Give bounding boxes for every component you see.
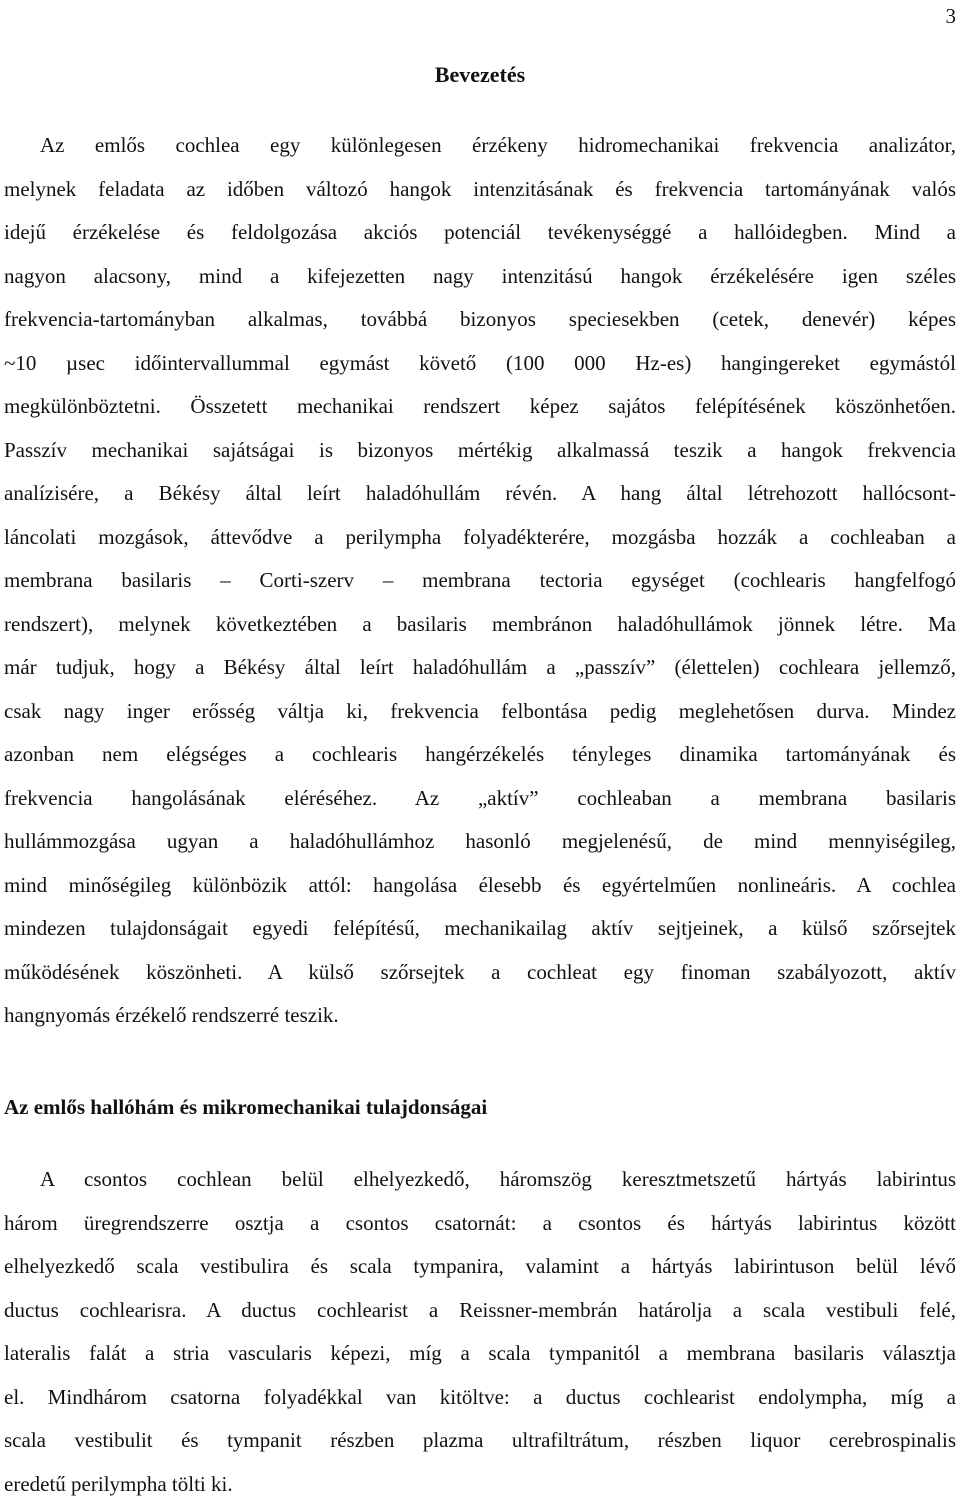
text-line: nagyon alacsony, mind a kifejezetten nagy intenzitású hangok érzékelésére igen széles xyxy=(4,255,956,299)
text-line: Az emlős cochlea egy különlegesen érzékeny hidromechanikai frekvencia analizátor, xyxy=(4,124,956,168)
text-line: három üregrendszerre osztja a csontos csatornát: a csontos és hártyás labirintus között xyxy=(4,1202,956,1246)
intro-paragraph xyxy=(4,124,956,1038)
text-line: frekvencia-tartományban alkalmas, továbbá bizonyos speciesekben (cetek, denevér) képes xyxy=(4,298,956,342)
text-line: eredetű perilympha tölti ki. xyxy=(4,1463,956,1506)
text-line: mindezen tulajdonságait egyedi felépítésű, mechanikailag aktív sejtjeinek, a külső szőrsejtek xyxy=(4,907,956,951)
text-line: ~10 µsec időintervallummal egymást követő (100 000 Hz-es) hangingereket egymástól xyxy=(4,342,956,386)
text-line: Passzív mechanikai sajátságai is bizonyos mértékig alkalmassá teszik a hangok frekvencia xyxy=(4,429,956,473)
text-line: lateralis falát a stria vascularis képezi, míg a scala tympanitól a membrana basilaris választja xyxy=(4,1332,956,1376)
page-title: Bevezetés xyxy=(0,62,960,88)
page-number: 3 xyxy=(946,4,957,28)
text-line: A csontos cochlean belül elhelyezkedő, háromszög keresztmetszetű hártyás labirintus xyxy=(4,1158,956,1202)
section-paragraph xyxy=(4,1158,956,1506)
text-line: melynek feladata az időben változó hangok intenzitásának és frekvencia tartományának valós xyxy=(4,168,956,212)
text-line: ductus cochlearisra. A ductus cochlearist a Reissner-membrán határolja a scala vestibuli felé, xyxy=(4,1289,956,1333)
text-line: csak nagy inger erősség váltja ki, frekvencia felbontása pedig meglehetősen durva. Mindez xyxy=(4,690,956,734)
text-line: frekvencia hangolásának eléréséhez. Az „aktív” cochleaban a membrana basilaris xyxy=(4,777,956,821)
text-line: már tudjuk, hogy a Békésy által leírt haladóhullám a „passzív” (élettelen) cochleara jellemző, xyxy=(4,646,956,690)
text-line: megkülönböztetni. Összetett mechanikai rendszert képez sajátos felépítésének köszönhetően. xyxy=(4,385,956,429)
text-line: elhelyezkedő scala vestibulira és scala tympanira, valamint a hártyás labirintuson belül lévő xyxy=(4,1245,956,1289)
text-line: scala vestibulit és tympanit részben plazma ultrafiltrátum, részben liquor cerebrospinalis xyxy=(4,1419,956,1463)
section-heading: Az emlős hallóhám és mikromechanikai tulajdonságai xyxy=(4,1094,487,1120)
text-line: el. Mindhárom csatorna folyadékkal van kitöltve: a ductus cochlearist endolympha, míg a xyxy=(4,1376,956,1420)
text-line: azonban nem elégséges a cochlearis hangérzékelés tényleges dinamika tartományának és xyxy=(4,733,956,777)
text-line: láncolati mozgások, áttevődve a perilympha folyadékterére, mozgásba hozzák a cochleaban a xyxy=(4,516,956,560)
text-line: membrana basilaris – Corti-szerv – membrana tectoria egységet (cochlearis hangfelfogó xyxy=(4,559,956,603)
text-line: működésének köszönheti. A külső szőrsejtek a cochleat egy finoman szabályozott, aktív xyxy=(4,951,956,995)
text-line: mind minőségileg különbözik attól: hangolása élesebb és egyértelműen nonlineáris. A cochlea xyxy=(4,864,956,908)
text-line: hullámmozgása ugyan a haladóhullámhoz hasonló megjelenésű, de mind mennyiségileg, xyxy=(4,820,956,864)
text-line: hangnyomás érzékelő rendszerré teszik. xyxy=(4,994,956,1038)
text-line: analízisére, a Békésy által leírt haladóhullám révén. A hang által létrehozott hallócsont- xyxy=(4,472,956,516)
text-line: rendszert), melynek következtében a basilaris membránon haladóhullámok jönnek létre. Ma xyxy=(4,603,956,647)
text-line: idejű érzékelése és feldolgozása akciós potenciál tevékenységgé a hallóidegben. Mind a xyxy=(4,211,956,255)
